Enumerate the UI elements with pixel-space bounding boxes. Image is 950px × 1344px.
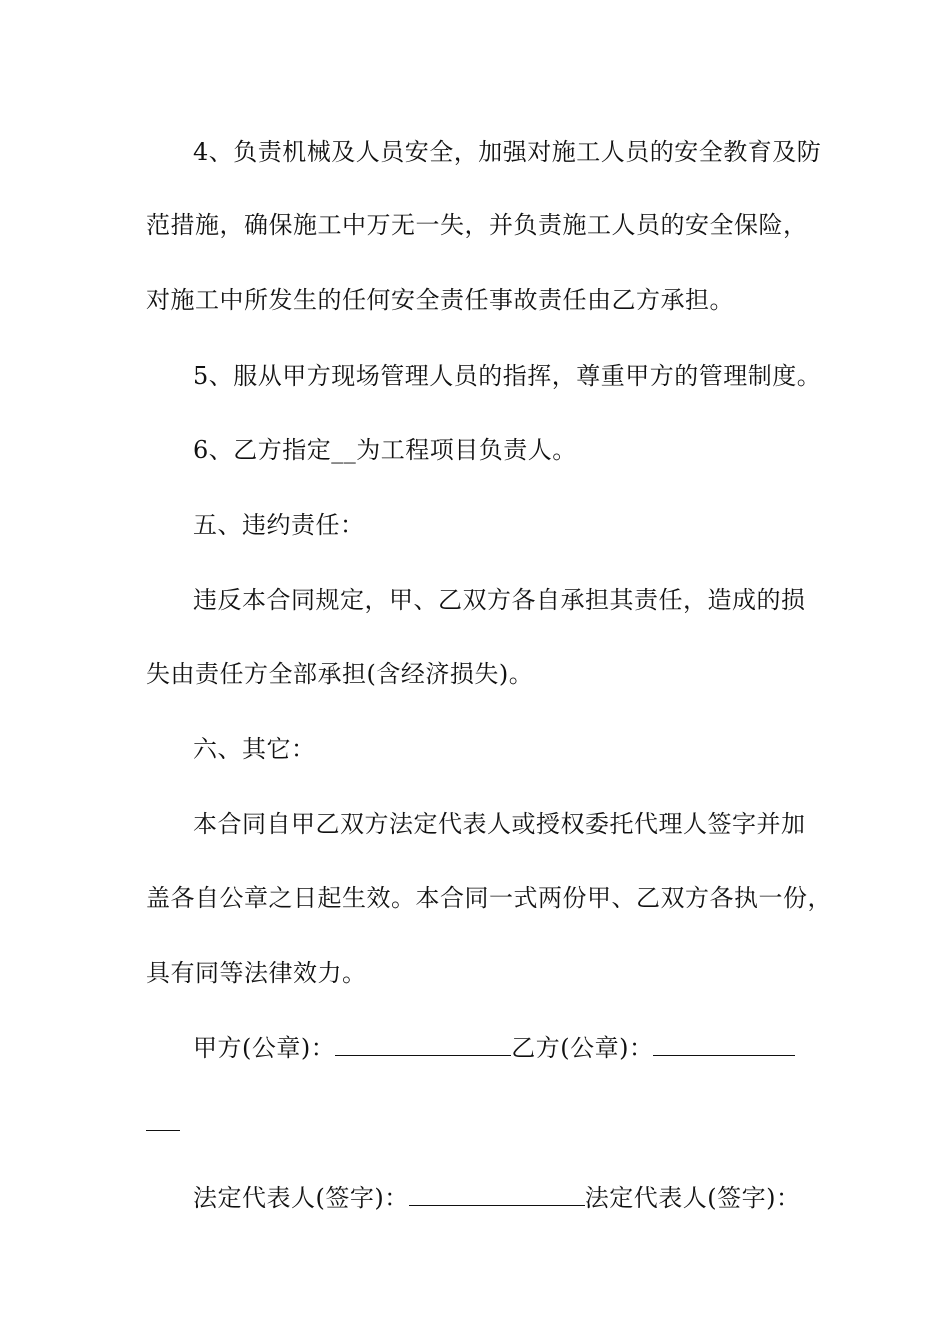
effect-line-2: 盖各自公章之日起生效。本合同一式两份甲、乙双方各执一份， [146,884,832,912]
breach-line-1: 违反本合同规定，甲、乙双方各自承担其责任，造成的损 [193,586,806,614]
section-6-heading: 六、其它： [193,735,316,763]
clause-5: 5、服从甲方现场管理人员的指挥，尊重甲方的管理制度。 [193,362,822,390]
party-b-seal-label: 乙方(公章)： [511,1034,654,1062]
rep-a-blank [409,1183,585,1206]
seal-row [193,1033,883,1063]
clause-6: 6、乙方指定__为工程项目负责人。 [193,436,577,464]
breach-line-2: 失由责任方全部承担(含经济损失)。 [146,660,534,688]
party-a-seal-blank [335,1033,511,1056]
clause-4-line-2: 范措施，确保施工中万无一失，并负责施工人员的安全保险， [146,211,808,239]
party-b-seal-blank [653,1033,795,1056]
clause-4-line-3: 对施工中所发生的任何安全责任事故责任由乙方承担。 [146,286,734,314]
rep-b-label: 法定代表人(签字)： [584,1184,801,1212]
party-b-seal-blank-continued [146,1130,180,1131]
representative-row [193,1183,883,1213]
rep-a-label: 法定代表人(签字)： [193,1184,409,1212]
party-a-seal-label: 甲方(公章)： [193,1034,336,1062]
effect-line-1: 本合同自甲乙双方法定代表人或授权委托代理人签字并加 [193,810,806,838]
effect-line-3: 具有同等法律效力。 [146,959,367,987]
clause-4-line-1: 4、负责机械及人员安全，加强对施工人员的安全教育及防 [193,138,822,166]
section-5-heading: 五、违约责任： [193,511,365,539]
